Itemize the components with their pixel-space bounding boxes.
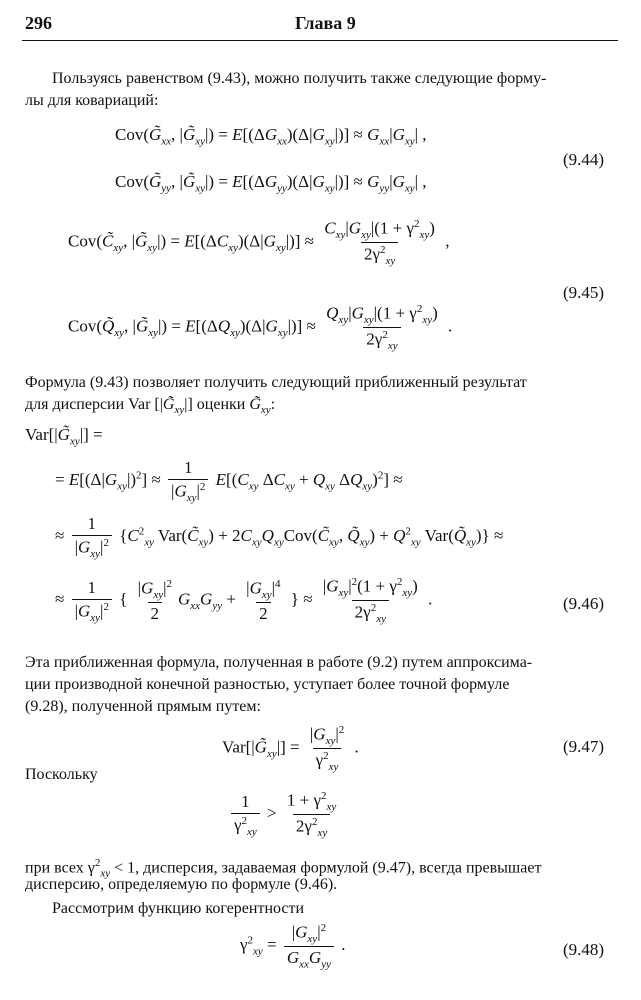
equation-9-44-line-2: $Cov(G̃_{yy}$, $|G̃_{xy}|) = E[(\Delta G_{yy})(\Delta|G_{xy}|)] \approx G_{yy}|G_{xy}|$ ,	[115, 172, 427, 195]
header-rule	[22, 40, 618, 41]
para3-line-1: Эта приближенная формула, полученная в работе (9.2) путем аппроксима-	[25, 654, 533, 671]
since-label: Поскольку	[25, 766, 98, 783]
equation-number-9-44: (9.44)	[563, 150, 605, 169]
para2-line-2a: для дисперсии Var [|	[25, 396, 163, 413]
para4-line-1: при всех $\gamma^2_{xy} < 1$, дисперсия, задаваемая формулой (9.47), всегда превышает	[25, 857, 542, 880]
equation-9-46-line-3: ≈ $\frac{1}{|G_{xy}|^2}$ {$C^2_{xy}$ $Var(C̃_{xy})$ + $2C_{xy}Q_{xy}Cov(C̃_{xy}$, $Q̃_{xy}) + Q^2_{xy}$ $Var(Q̃_{xy})$} ≈	[55, 514, 504, 561]
chapter-title: Глава 9	[295, 13, 356, 33]
equation-number-9-48: (9.48)	[563, 940, 605, 959]
para3-line-3: (9.28), полученной прямым путем:	[25, 698, 261, 715]
equation-9-45-line-2: $Cov(Q̃_{xy}$, $|G̃_{xy}|) = E[(\Delta Q_{xy})(\Delta|G_{xy}|)]$ ≈ $\frac{Q_{xy}|G_{xy}|(1 + \gamma^2_{xy})}{2\gamma^2_{xy}}$ .	[68, 303, 453, 353]
equation-9-46-line-1: $Var[|G̃_{xy}|]$ =	[25, 425, 103, 448]
para4-line-1a: при всех	[25, 859, 84, 877]
equation-9-47: $Var[|G̃_{xy}|]$ = $\frac{|G_{xy}|^2}{\gamma^2_{xy}}$ .	[222, 724, 359, 774]
equation-9-46-line-4: ≈ $\frac{1}{|G_{xy}|^2}$ { $\frac{|G_{xy}|^2}{2}$ $G_{xx}G_{yy}$ + $\frac{|G_{xy}|^4}{2}$ } ≈ $\frac{|G_{xy}|^2(1 + \gamma^2_{xy})}{2\gamma^2_{xy}}$ .	[55, 576, 433, 626]
equation-9-44-line-1: $Cov(G̃_{xx}$, $|G̃_{xy}|) = E[(\Delta G_{xx})(\Delta|G_{xy}|)] \approx G_{xx}|G_{xy}|$ ,	[115, 125, 427, 148]
para5-line: Рассмотрим функцию когерентности	[52, 900, 305, 917]
equation-number-9-46: (9.46)	[563, 594, 605, 613]
para3-line-2: ции производной конечной разностью, уступает более точной формуле	[25, 676, 510, 693]
para2-line-2b: |] оценки	[184, 396, 246, 413]
equation-number-9-47: (9.47)	[563, 737, 605, 756]
para2-line-2: для дисперсии Var $[|G̃_{xy}|]$ оценки $G̃_{xy}$:	[25, 396, 276, 417]
para2-line-1: Формула (9.43) позволяет получить следующий приближенный результат	[25, 374, 527, 391]
inequality: $\frac{1}{\gamma^2_{xy}}$ > $\frac{1 + \gamma^2_{xy}}{2\gamma^2_{xy}}$	[228, 790, 342, 839]
equation-9-45-line-1: $Cov(C̃_{xy}$, $|G̃_{xy}|) = E[(\Delta C_{xy})(\Delta|G_{xy}|)]$ ≈ $\frac{C_{xy}|G_{xy}|(1 + \gamma^2_{xy})}{2\gamma^2_{xy}}$ ,	[68, 218, 450, 268]
page-number: 296	[25, 13, 52, 33]
para4-line-1b: < 1, дисперсия, задаваемая формулой (9.47), всегда превышает	[114, 859, 542, 877]
para4-line-2: дисперсию, определяемую по формуле (9.46).	[25, 876, 338, 893]
equation-number-9-45: (9.45)	[563, 283, 605, 302]
intro-line-2: лы для ковариаций:	[25, 92, 159, 109]
intro-line-1: Пользуясь равенством (9.43), можно получить также следующие форму-	[52, 70, 547, 87]
equation-9-48: $\gamma^2_{xy}$ = $\frac{|G_{xy}|^2}{G_{xx}G_{yy}}$ .	[240, 922, 346, 971]
equation-9-46-line-2: = $E[(\Delta|G_{xy}|)^2]$ ≈ $\frac{1}{|G_{xy}|^2}$ $E[(C_{xy}$ $\Delta C_{xy} + Q_{xy}$ $\Delta Q_{xy})^2$] ≈	[55, 458, 403, 505]
